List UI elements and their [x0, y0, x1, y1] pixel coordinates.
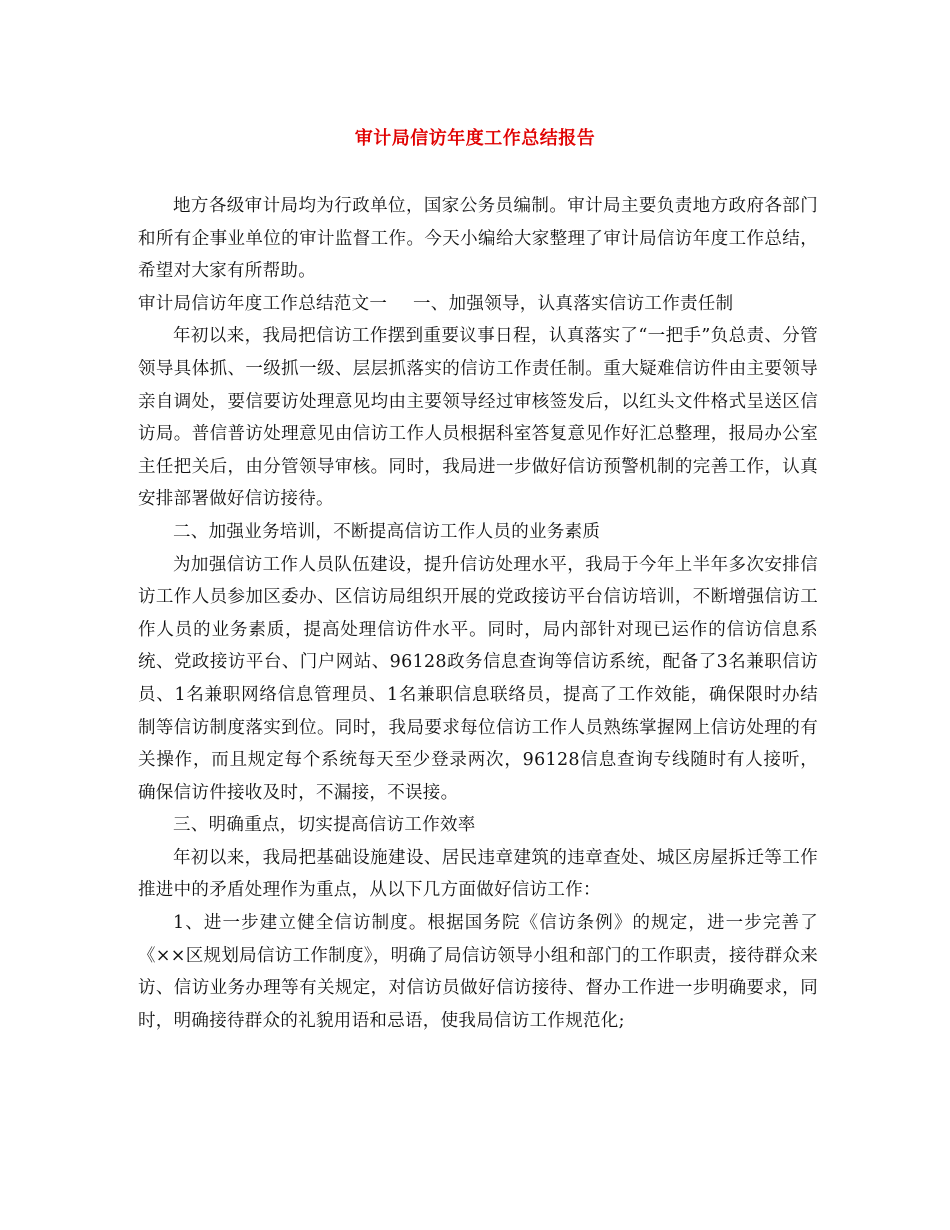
list-item-1: 1、进一步建立健全信访制度。根据国务院《信访条例》的规定，进一步完善了《××区规划局信访工作制度》，明确了局信访领导小组和部门的工作职责，接待群众来访、信访业务办理等有关规定，对信访员做好信访接待、督办工作进一步明确要求，同时，明确接待群众的礼貌用语和忌语，使我局信访工作规范化; — [138, 913, 818, 1031]
section-1-paragraph: 年初以来，我局把信访工作摆到重要议事日程，认真落实了“一把手”负总责、分管领导具体抓、一级抓一级、层层抓落实的信访工作责任制。重大疑难信访件由主要领导亲自调处，要信要访处理意见均由主要领导经过审核签发后，以红头文件格式呈送区信访局。普信普访处理意见由信访工作人员根据科室答复意见作好汇总整理，报局办公室主任把关后，由分管领导审核。同时，我局进一步做好信访预警机制的完善工作，认真安排部署做好信访接待。 — [138, 326, 818, 510]
document-body — [138, 190, 818, 1037]
section-3-heading: 三、明确重点，切实提高信访工作效率 — [173, 815, 476, 836]
section-1-heading: 一、加强领导，认真落实信访工作责任制 — [413, 293, 734, 314]
sample-heading-line — [138, 288, 818, 321]
intro-paragraph: 地方各级审计局均为行政单位，国家公务员编制。审计局主要负责地方政府各部门和所有企事业单位的审计监督工作。今天小编给大家整理了审计局信访年度工作总结，希望对大家有所帮助。 — [138, 196, 818, 282]
sample-label: 审计局信访年度工作总结范文一 — [138, 293, 388, 314]
section-2-heading: 二、加强业务培训，不断提高信访工作人员的业务素质 — [173, 521, 601, 542]
section-2-paragraph: 为加强信访工作人员队伍建设，提升信访处理水平，我局于今年上半年多次安排信访工作人员参加区委办、区信访局组织开展的党政接访平台信访培训，不断增强信访工作人员的业务素质，提高处理信访件水平。同时，局内部针对现已运作的信访信息系统、党政接访平台、门户网站、96128政务信息查询等信访系统，配备了3名兼职信访员、1名兼职网络信息管理员、1名兼职信息联络员，提高了工作效能，确保限时办结制等信访制度落实到位。同时，我局要求每位信访工作人员熟练掌握网上信访处理的有关操作，而且规定每个系统每天至少登录两次，96128信息查询专线随时有人接听，确保信访件接收及时，不漏接，不误接。 — [138, 554, 818, 803]
section-3-paragraph: 年初以来，我局把基础设施建设、居民违章建筑的违章查处、城区房屋拆迁等工作推进中的矛盾处理作为重点，从以下几方面做好信访工作： — [138, 847, 818, 901]
document-title: 审计局信访年度工作总结报告 — [354, 128, 596, 149]
